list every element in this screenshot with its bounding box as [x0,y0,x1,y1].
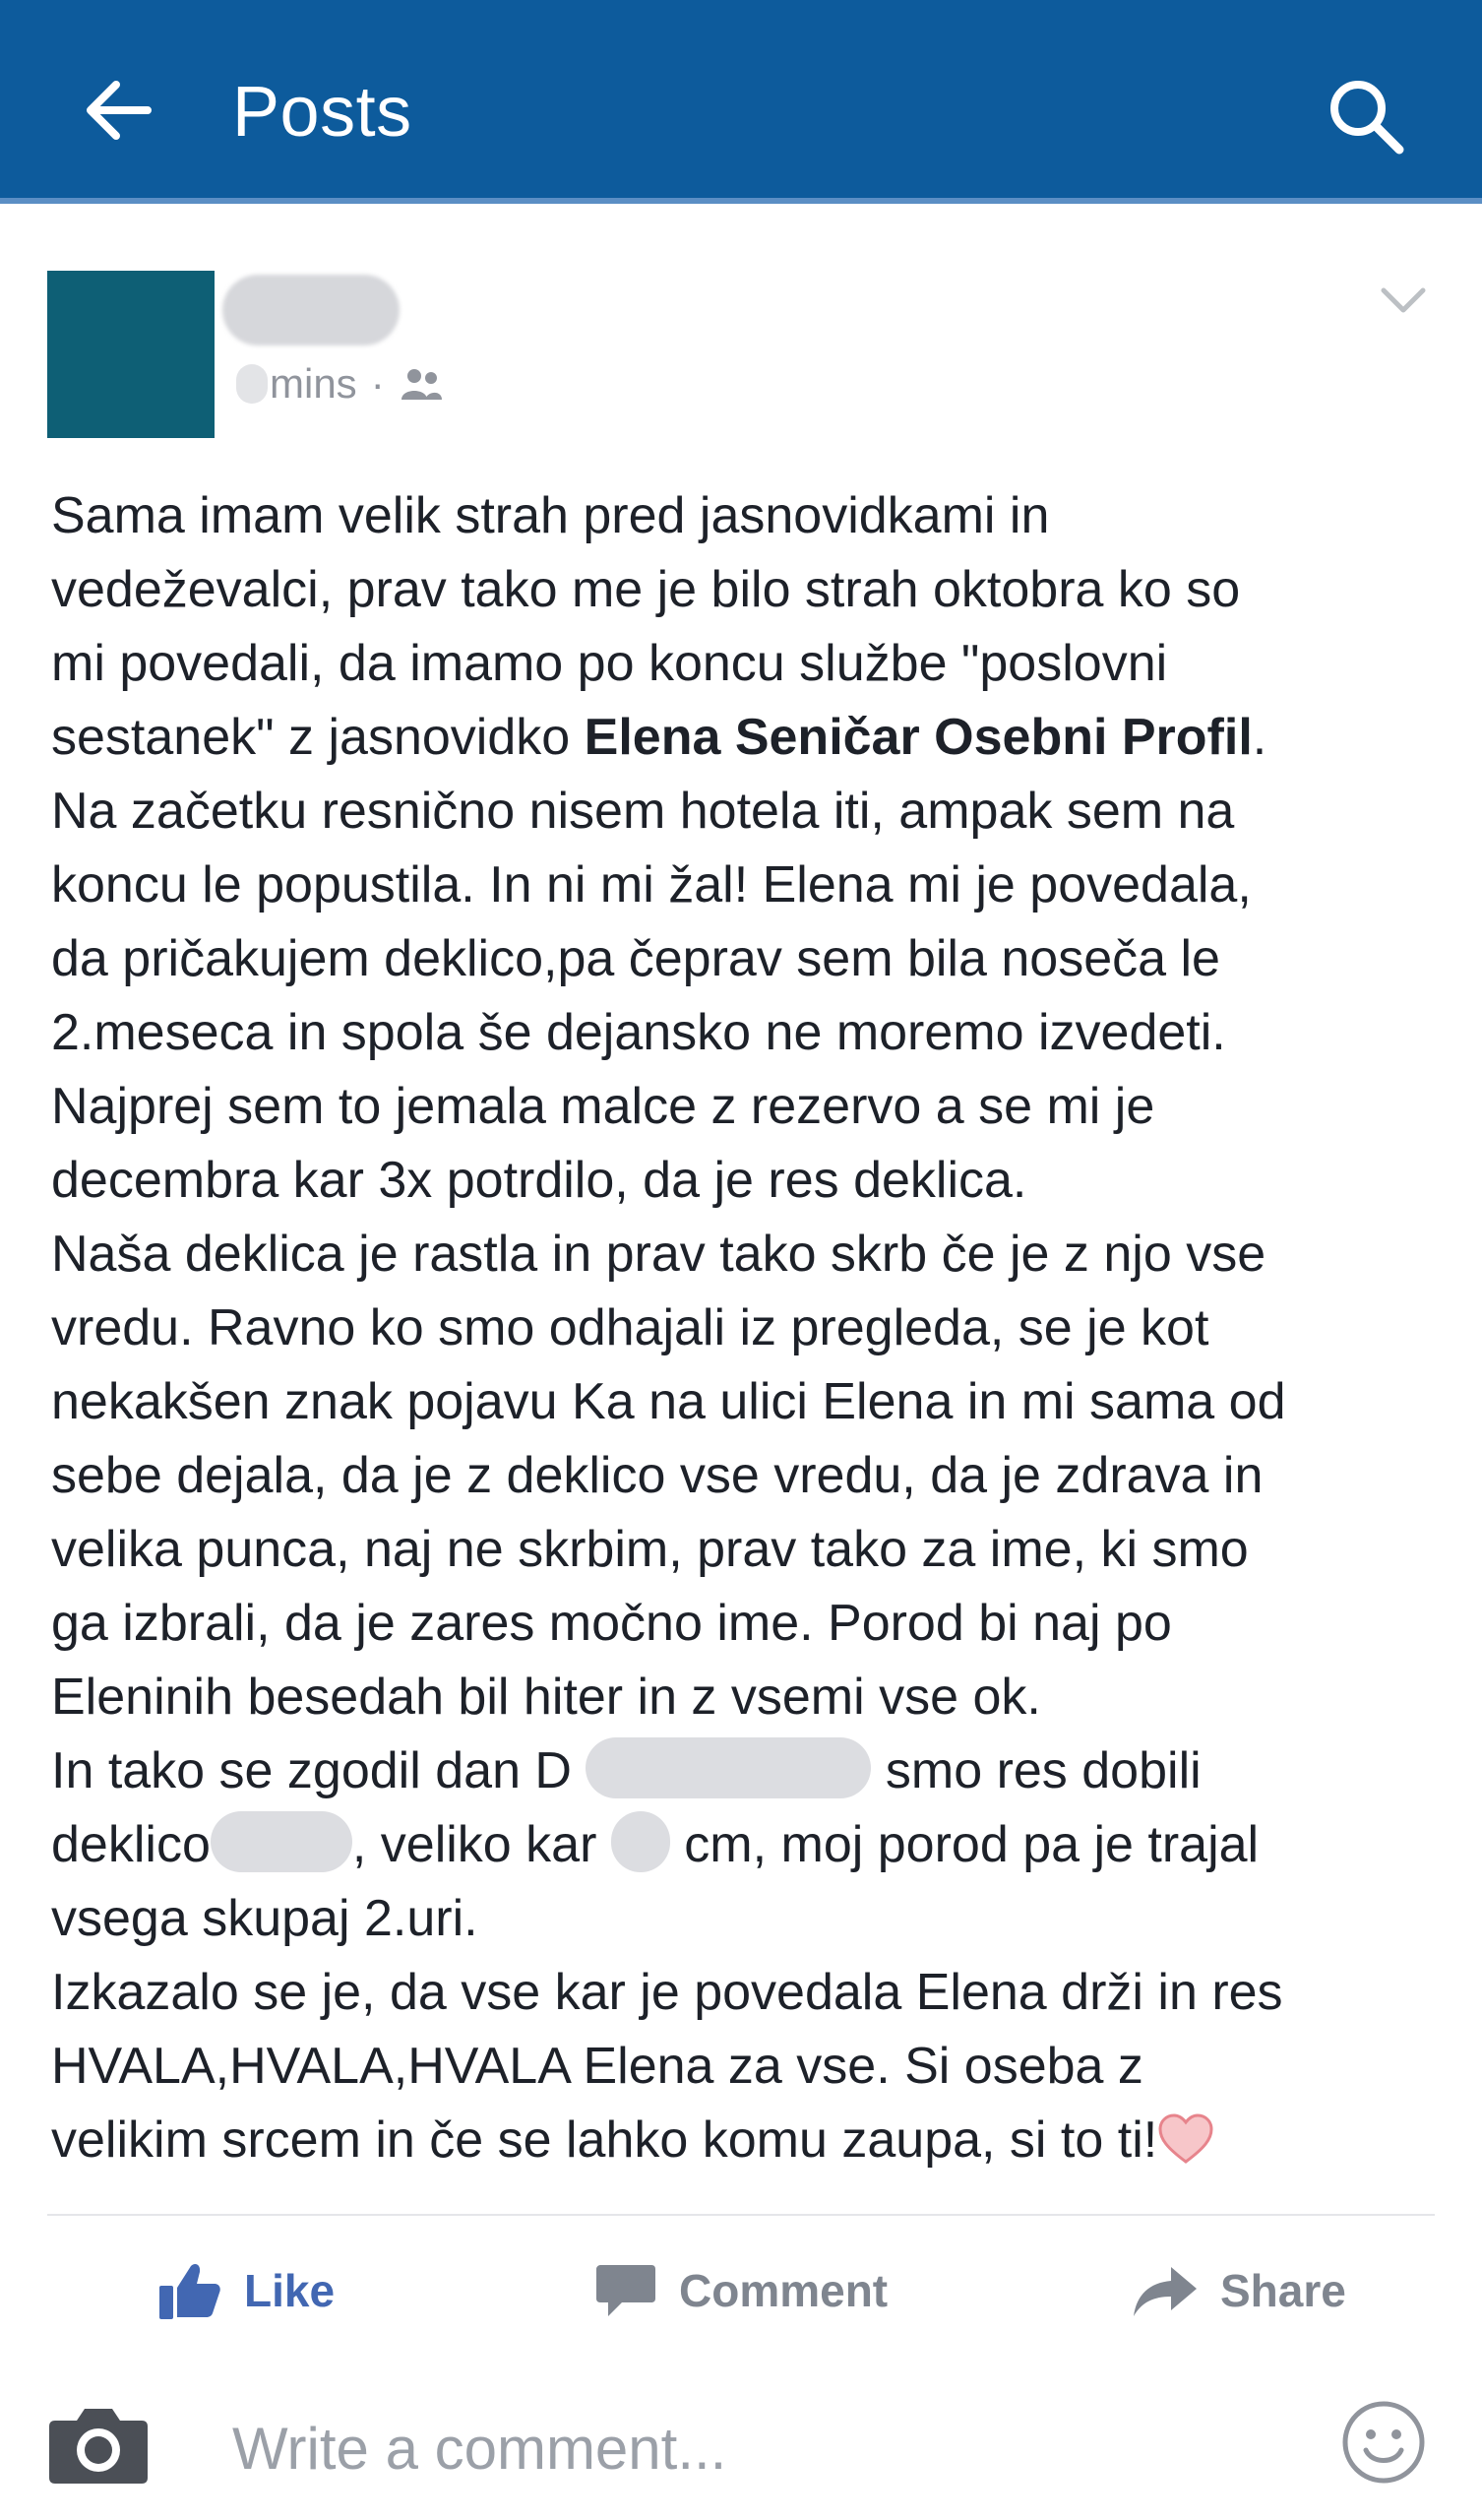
date-redacted [586,1737,871,1798]
post-line: Na začetku resnično nisem hotela iti, ampak sem na [51,783,1235,840]
comment-button[interactable] [594,2259,888,2322]
post-card [0,204,1482,2520]
page-title: Posts [232,73,412,152]
post-line: Najprej sem to jemala malce z rezervo a se mi je [51,1078,1155,1135]
post-text: smo res dobili [871,1742,1202,1799]
post-line: decembra kar 3x potrdilo, da je res deklica. [51,1152,1027,1209]
post-line: velika punca, naj ne skrbim, prav tako za ime, ki smo [51,1521,1249,1578]
post-line: Sama imam velik strah pred jasnovidkami in [51,487,1050,544]
post-line: sebe dejala, da je z deklico vse vredu, da je zdrava in [51,1447,1264,1504]
heart-icon [1157,2112,1214,2166]
post-line [51,1808,1449,1882]
post-line: vsega skupaj 2.uri. [51,1890,478,1947]
post-text: . [1252,709,1267,766]
post-line: nekakšen znak pojavu Ka na ulici Elena in mi sama od [51,1373,1286,1430]
share-button[interactable] [1132,2259,1346,2322]
post-line: da pričakujem deklico,pa čeprav sem bila noseča le [51,930,1220,987]
name-redacted [211,1811,352,1872]
share-label: Share [1220,2265,1346,2316]
like-button[interactable] [157,2259,335,2322]
timestamp-redacted [236,364,268,404]
post-line: mi povedali, da imamo po koncu službe "poslovni [51,635,1168,692]
post-line [51,701,1449,775]
post-body [51,479,1449,2177]
comment-composer [0,2348,1482,2520]
app-bar [0,0,1482,204]
post-line [51,2104,1449,2177]
author-name-redacted[interactable] [222,275,400,346]
post-line: vedeževalci, prav tako me je bilo strah oktobra ko so [51,561,1241,618]
post-line [51,1734,1449,1808]
comment-input[interactable] [232,2409,1295,2488]
comment-label: Comment [679,2265,889,2316]
size-redacted [611,1811,670,1872]
post-text: velikim srcem in če se lahko komu zaupa, si to ti! [51,2111,1158,2169]
post-line: Eleninih besedah bil hiter in z vsemi vse ok. [51,1669,1041,1726]
post-line: ga izbrali, da je zares močno ime. Porod bi naj po [51,1595,1172,1652]
friends-icon [399,366,444,402]
post-line: 2.meseca in spola še dejansko ne moremo izvedeti. [51,1004,1226,1061]
post-text: , veliko kar [351,1816,611,1873]
share-icon [1132,2263,1199,2318]
comment-icon [594,2261,657,2320]
post-line: Naša deklica je rastla in prav tako skrb če je z njo vse [51,1226,1266,1283]
divider [47,2214,1435,2216]
thumbs-up-icon [157,2260,222,2321]
post-text: deklico [51,1816,211,1873]
post-meta [236,359,444,409]
post-text: sestanek" z jasnovidko [51,709,585,766]
avatar[interactable] [47,271,215,438]
post-line: Izkazalo se je, da vse kar je povedala Elena drži in res [51,1964,1283,2021]
timestamp-label: mins [270,360,357,407]
chevron-down-icon[interactable] [1378,283,1429,318]
post-actions [0,2230,1482,2348]
post-text: cm, moj porod pa je trajal [669,1816,1260,1873]
meta-separator: · [370,360,385,407]
search-icon[interactable] [1325,75,1407,158]
like-label: Like [244,2265,336,2316]
post-text: In tako se zgodil dan D [51,1742,587,1799]
post-line: HVALA,HVALA,HVALA Elena za vse. Si oseba z [51,2038,1143,2095]
camera-icon[interactable] [47,2403,150,2486]
tagged-profile-link[interactable]: Elena Seničar Osebni Profil [584,709,1253,766]
smiley-icon[interactable] [1340,2399,1427,2486]
post-line: vredu. Ravno ko smo odhajali iz pregleda, se je kot [51,1299,1209,1356]
arrow-left-icon[interactable] [79,71,157,150]
post-line: koncu le popustila. In ni mi žal! Elena mi je povedala, [51,856,1252,914]
